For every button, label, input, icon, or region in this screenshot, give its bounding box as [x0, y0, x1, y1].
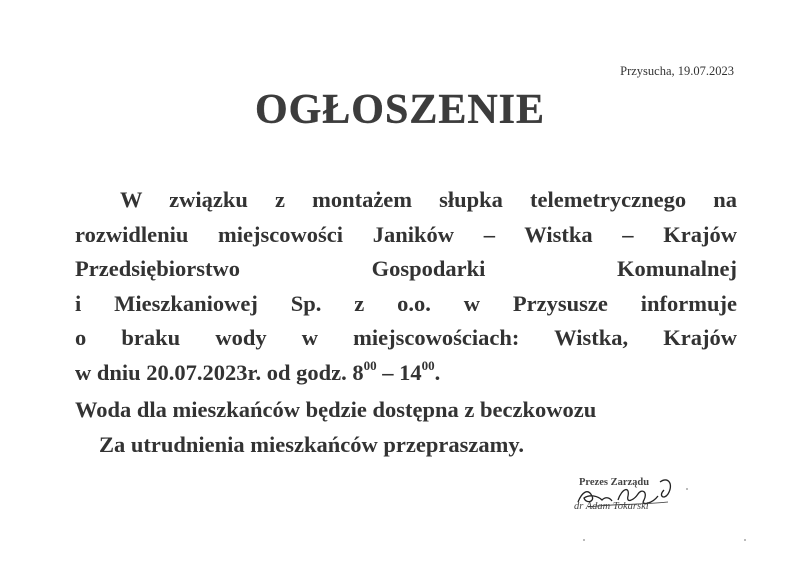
body-line-4: i Mieszkaniowej Sp. z o.o. w Przysusze informuje — [75, 290, 737, 316]
signature-block — [568, 474, 678, 514]
signature-name: dr Adam Tokarski — [574, 501, 649, 512]
page-title: OGŁOSZENIE — [254, 87, 546, 133]
date-line: Przysucha, 19.07.2023 — [620, 64, 734, 78]
body-line-6-prefix: w dniu 20.07.2023r. od godz. 8 — [75, 359, 364, 385]
body-line-6-suffix: . — [434, 359, 441, 385]
scan-speck — [744, 539, 746, 541]
body-line-7: Woda dla mieszkańców będzie dostępna z beczkowozu — [75, 397, 597, 422]
body-line-1: W związku z montażem słupka telemetrycznego na — [120, 187, 737, 212]
body-line-8: Za utrudnienia mieszkańców przepraszamy. — [99, 431, 524, 457]
time-start-minutes: 00 — [363, 357, 377, 373]
announcement-body — [75, 183, 737, 462]
scan-speck — [686, 488, 688, 490]
scan-speck — [583, 539, 585, 541]
body-line-2: rozwidleniu miejscowości Janików – Wistka – Krajów — [75, 221, 737, 247]
body-line-5: o braku wody w miejscowościach: Wistka, Krajów — [75, 325, 737, 350]
body-line-3: Przedsiębiorstwo Gospodarki Komunalnej — [75, 256, 737, 281]
time-end-minutes: 00 — [421, 357, 435, 373]
signature-role: Prezes Zarządu — [579, 477, 650, 488]
body-line-6-mid: – 14 — [376, 359, 422, 385]
body-line-6 — [75, 356, 737, 394]
